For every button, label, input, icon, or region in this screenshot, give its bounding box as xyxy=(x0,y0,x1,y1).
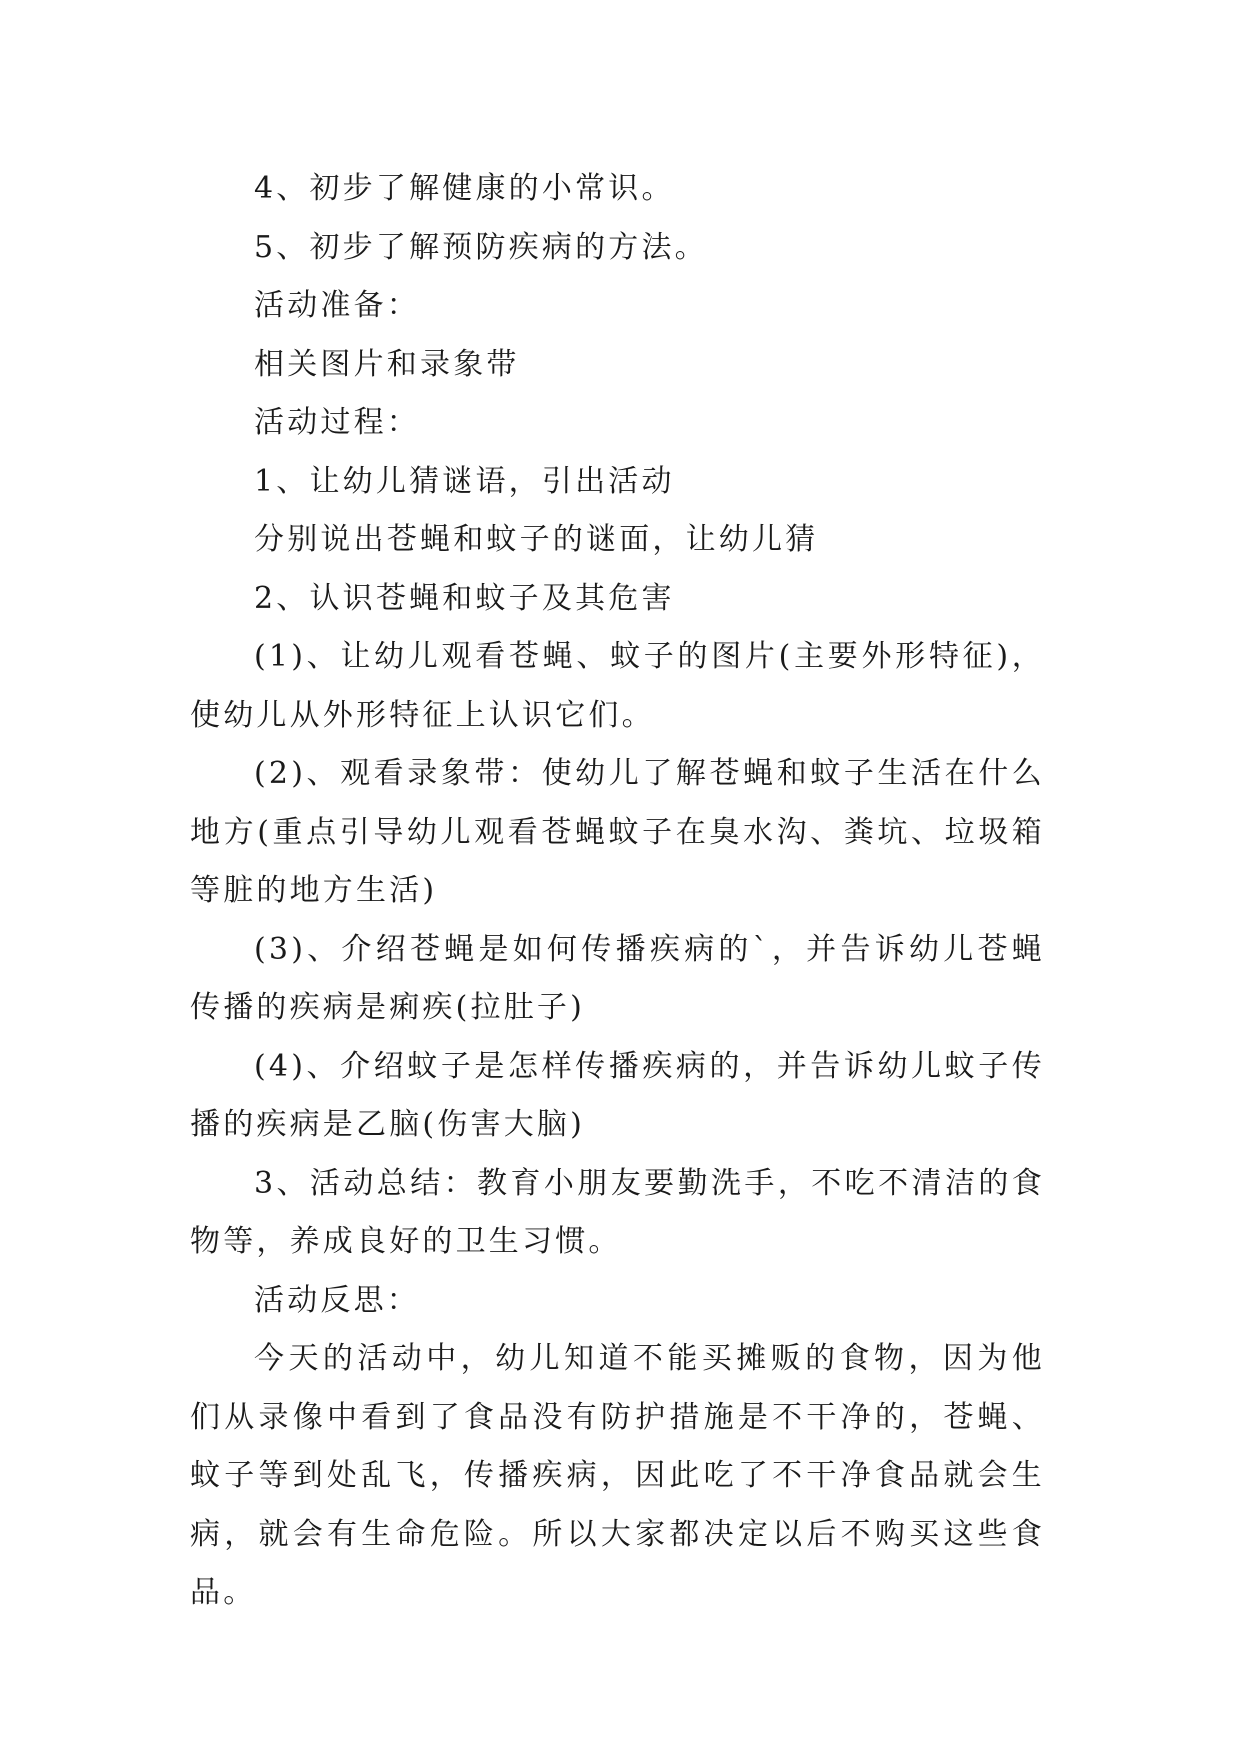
paragraph-materials: 相关图片和录象带 xyxy=(254,346,520,382)
paragraph-substep-3: (3)、介绍苍蝇是如何传播疾病的`，并告诉幼儿苍蝇传播的疾病是痢疾(拉肚子) xyxy=(190,931,1045,1025)
paragraph-objective-4: 4、初步了解健康的小常识。 xyxy=(254,171,675,206)
heading-process: 活动过程： xyxy=(254,405,420,440)
paragraph-substep-1: (1)、让幼儿观看苍蝇、蚊子的图片(主要外形特征)，使幼儿从外形特征上认识它们。 xyxy=(190,639,1045,733)
paragraph-step-1: 1、让幼儿猜谜语，引出活动 xyxy=(254,463,675,499)
paragraph-objective-5: 5、初步了解预防疾病的方法。 xyxy=(254,229,708,265)
heading-reflection: 活动反思： xyxy=(254,1282,420,1318)
paragraph-reflection: 今天的活动中，幼儿知道不能买摊贩的食物，因为他们从录像中看到了食品没有防护措施是不干净的，苍蝇、蚊子等到处乱飞，传播疾病，因此吃了不干净食品就会生病，就会有生命危险。所以大家都决定以后不购买这些食品。 xyxy=(190,1341,1045,1610)
paragraph-riddle: 分别说出苍蝇和蚊子的谜面，让幼儿猜 xyxy=(254,522,819,557)
paragraph-step-3: 3、活动总结：教育小朋友要勤洗手，不吃不清洁的食物等，养成良好的卫生习惯。 xyxy=(190,1165,1045,1259)
document-body xyxy=(190,160,1045,1623)
heading-preparation: 活动准备： xyxy=(254,288,420,323)
paragraph-substep-2: (2)、观看录象带：使幼儿了解苍蝇和蚊子生活在什么地方(重点引导幼儿观看苍蝇蚊子在臭水沟、粪坑、垃圾箱等脏的地方生活) xyxy=(190,756,1045,908)
paragraph-step-2: 2、认识苍蝇和蚊子及其危害 xyxy=(254,580,675,616)
paragraph-substep-4: (4)、介绍蚊子是怎样传播疾病的，并告诉幼儿蚊子传播的疾病是乙脑(伤害大脑) xyxy=(190,1048,1045,1142)
